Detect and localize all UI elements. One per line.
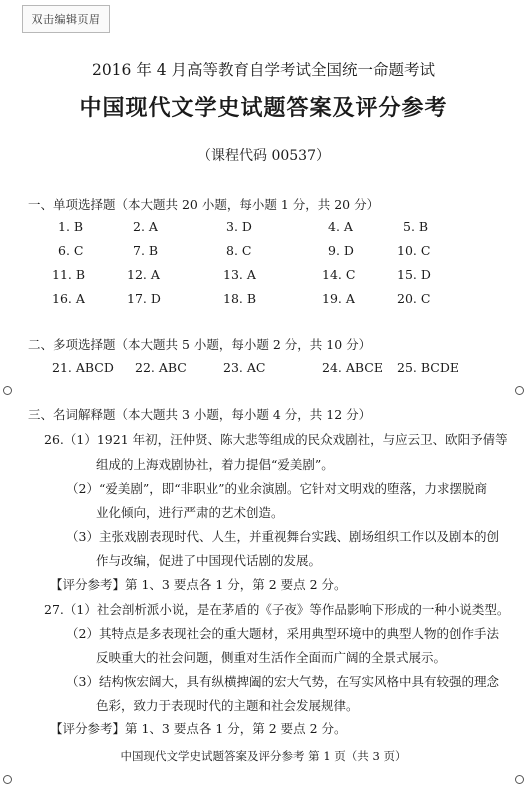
answer-item: 21. ABCD — [52, 360, 114, 375]
explanation-line: 业化倾向，进行严肃的艺术创造。 — [96, 505, 284, 520]
document-title: 中国现代文学史试题答案及评分参考 — [79, 95, 448, 121]
answer-item: 13. A — [223, 267, 256, 282]
explanation-line: 26.（1）1921 年初，汪仲贤、陈大悲等组成的民众戏剧社，与应云卫、欧阳予倩等 — [44, 432, 508, 447]
answer-item: 1. B — [58, 219, 84, 234]
answer-item: 11. B — [52, 267, 86, 282]
answer-item: 25. BCDE — [397, 360, 459, 375]
answer-item: 4. A — [328, 219, 353, 234]
grading-note: 【评分参考】第 1、3 要点各 1 分，第 2 要点 2 分。 — [50, 721, 347, 736]
answer-item: 7. B — [133, 243, 159, 258]
explanation-line: 27.（1）社会剖析派小说，是在茅盾的《子夜》等作品影响下形成的一种小说类型。 — [44, 602, 510, 617]
answer-item: 9. D — [328, 243, 354, 258]
answer-item: 14. C — [322, 267, 356, 282]
answer-item: 10. C — [397, 243, 431, 258]
answer-item: 5. B — [403, 219, 429, 234]
explanation-line: （3）主张戏剧表现时代、人生，并重视舞台实践、剧场组织工作以及剧本的创 — [66, 529, 499, 544]
answer-item: 2. A — [133, 219, 158, 234]
page-footer: 中国现代文学史试题答案及评分参考 第 1 页（共 3 页） — [120, 749, 407, 763]
edit-header-button[interactable]: 双击编辑页眉 — [22, 5, 110, 33]
answer-item: 20. C — [397, 291, 431, 306]
answer-item: 23. AC — [223, 360, 266, 375]
section1-heading: 一、单项选择题（本大题共 20 小题，每小题 1 分，共 20 分） — [28, 197, 380, 212]
answer-item: 8. C — [226, 243, 252, 258]
binder-hole-left-bottom — [3, 775, 12, 784]
answer-item: 12. A — [127, 267, 160, 282]
answer-item: 16. A — [52, 291, 85, 306]
section3-heading: 三、名词解释题（本大题共 3 小题，每小题 4 分，共 12 分） — [28, 407, 372, 422]
explanation-line: 组成的上海戏剧协社，着力提倡“爱美剧”。 — [96, 457, 334, 472]
explanation-line: （2）“爱美剧”，即“非职业”的业余演剧。它针对文明戏的堕落，力求摆脱商 — [66, 481, 488, 496]
explanation-line: （3）结构恢宏阔大，具有纵横捭阖的宏大气势，在写实风格中具有较强的理念 — [66, 674, 499, 689]
section2-heading: 二、多项选择题（本大题共 5 小题，每小题 2 分，共 10 分） — [28, 337, 372, 352]
binder-hole-right-middle — [515, 386, 524, 395]
answer-item: 22. ABC — [135, 360, 187, 375]
explanation-line: （2）其特点是多表现社会的重大题材，采用典型环境中的典型人物的创作手法 — [66, 626, 499, 641]
exam-title: 2016 年 4 月高等教育自学考试全国统一命题考试 — [91, 61, 436, 79]
answer-item: 3. D — [226, 219, 252, 234]
answer-item: 18. B — [223, 291, 257, 306]
answer-item: 19. A — [322, 291, 355, 306]
answer-item: 24. ABCE — [322, 360, 383, 375]
grading-note: 【评分参考】第 1、3 要点各 1 分，第 2 要点 2 分。 — [50, 577, 347, 592]
binder-hole-left-middle — [3, 386, 12, 395]
answer-item: 17. D — [127, 291, 161, 306]
course-code: （课程代码 00537） — [197, 148, 330, 164]
answer-item: 6. C — [58, 243, 84, 258]
explanation-line: 色彩，致力于表现时代的主题和社会发展规律。 — [96, 698, 359, 713]
explanation-line: 反映重大的社会问题，侧重对生活作全面而广阔的全景式展示。 — [96, 650, 447, 665]
binder-hole-right-bottom — [515, 775, 524, 784]
explanation-line: 作与改编，促进了中国现代话剧的发展。 — [96, 553, 322, 568]
answer-item: 15. D — [397, 267, 431, 282]
